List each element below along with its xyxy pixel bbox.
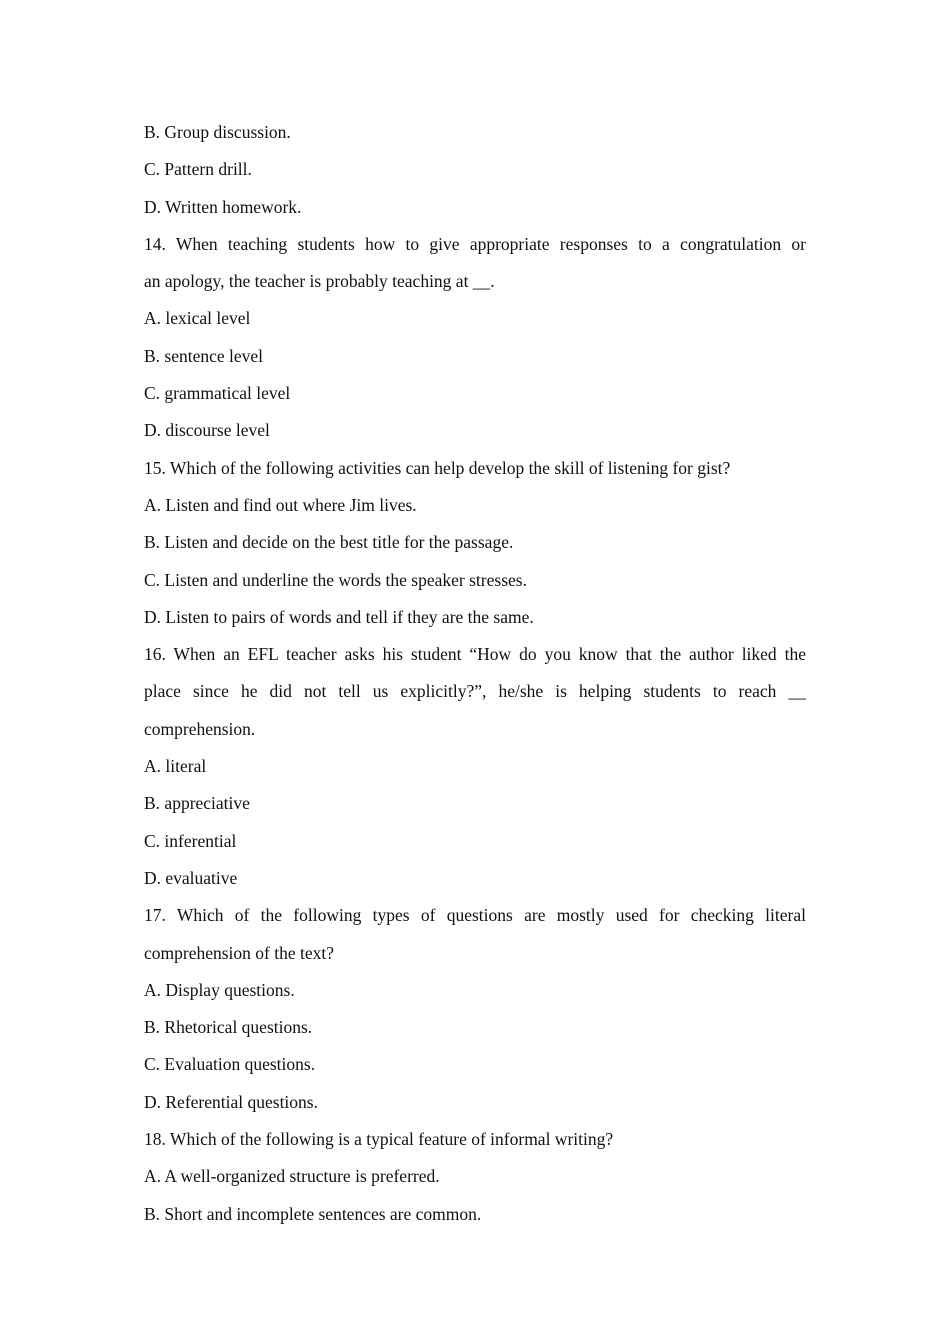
q18-option-a: A. A well-organized structure is preferred. — [144, 1166, 440, 1187]
q16-option-b: B. appreciative — [144, 793, 250, 814]
question-16-line-2: place since he did not tell us explicitly?”, he/she is helping students to reach __ — [144, 681, 806, 702]
question-14-line-2: an apology, the teacher is probably teaching at __. — [144, 271, 495, 292]
question-17-line-2: comprehension of the text? — [144, 942, 335, 963]
q15-option-b: B. Listen and decide on the best title for the passage. — [144, 532, 514, 553]
q14-option-c: C. grammatical level — [144, 383, 291, 404]
question-14-line-1: 14. When teaching students how to give appropriate responses to a congratulation or — [144, 233, 806, 254]
question-17-line-1: 17. Which of the following types of questions are mostly used for checking literal — [144, 905, 806, 926]
q14-option-a: A. lexical level — [144, 308, 251, 329]
q15-option-d: D. Listen to pairs of words and tell if they are the same. — [144, 606, 534, 627]
question-18: 18. Which of the following is a typical feature of informal writing? — [144, 1129, 614, 1150]
q15-option-a: A. Listen and find out where Jim lives. — [144, 494, 417, 515]
q14-option-b: B. sentence level — [144, 345, 264, 366]
q16-option-c: C. inferential — [144, 830, 237, 851]
q15-option-c: C. Listen and underline the words the speaker stresses. — [144, 569, 527, 590]
q17-option-c: C. Evaluation questions. — [144, 1054, 316, 1075]
question-15: 15. Which of the following activities can help develop the skill of listening for gist? — [144, 457, 731, 478]
question-16-line-3: comprehension. — [144, 718, 256, 739]
question-16-line-1: 16. When an EFL teacher asks his student “How do you know that the author liked the — [144, 644, 806, 665]
option-c-pattern-drill: C. Pattern drill. — [144, 159, 252, 180]
q17-option-d: D. Referential questions. — [144, 1091, 318, 1112]
q17-option-b: B. Rhetorical questions. — [144, 1017, 313, 1038]
q17-option-a: A. Display questions. — [144, 979, 295, 1000]
document-page — [144, 114, 806, 1233]
q18-option-b: B. Short and incomplete sentences are common. — [144, 1203, 482, 1224]
q14-option-d: D. discourse level — [144, 420, 270, 441]
q16-option-a: A. literal — [144, 756, 207, 777]
option-b-group-discussion: B. Group discussion. — [144, 122, 291, 142]
q16-option-d: D. evaluative — [144, 867, 238, 888]
option-d-written-homework: D. Written homework. — [144, 196, 302, 217]
